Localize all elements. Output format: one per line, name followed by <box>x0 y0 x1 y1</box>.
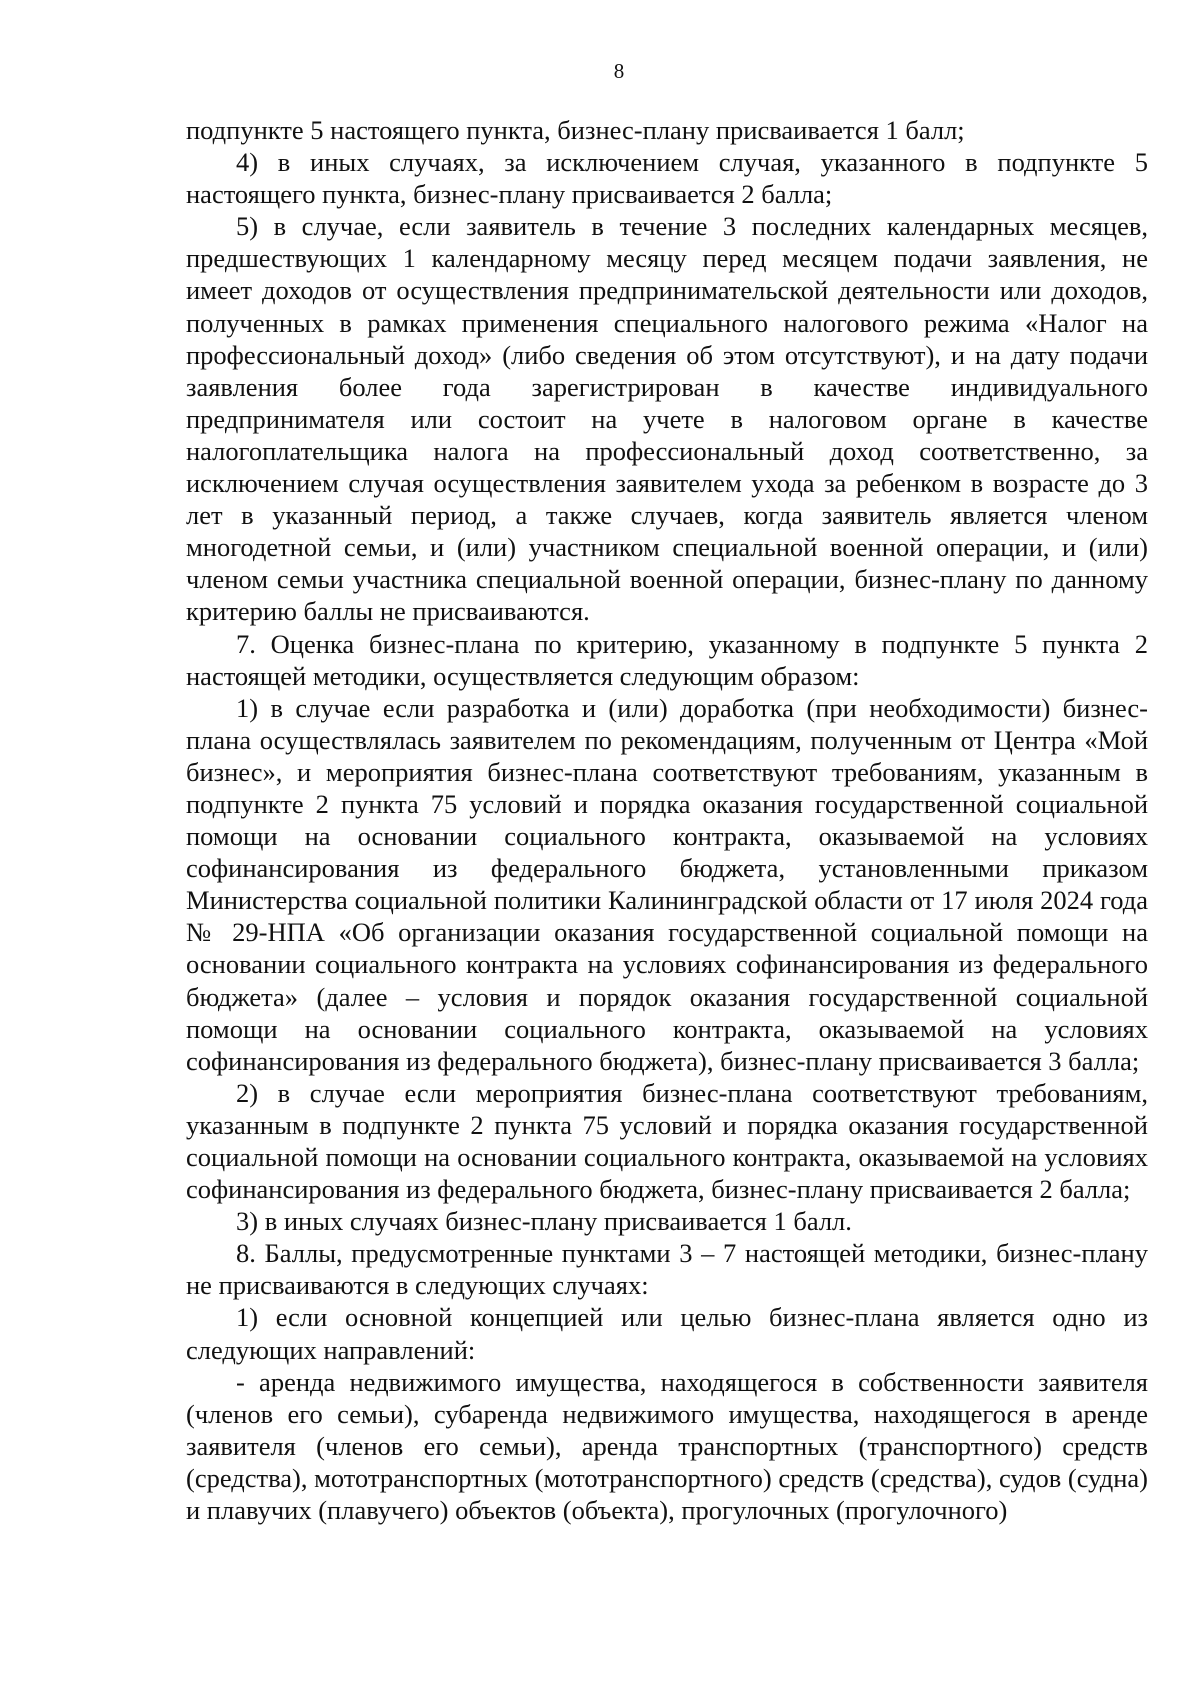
paragraph-item-8-subitem-1: 1) если основной концепцией или целью бизнес-плана является одно из следующих направлений: <box>186 1302 1148 1365</box>
paragraph-continuation: подпункте 5 настоящего пункта, бизнес-плану присваивается 1 балл; <box>186 115 965 145</box>
paragraph-item-7-subitem-3: 3) в иных случаях бизнес-плану присваивается 1 балл. <box>236 1206 852 1237</box>
document-body <box>186 114 1148 1526</box>
paragraph-list-dash-item: - аренда недвижимого имущества, находящегося в собственности заявителя (членов его семьи), субаренда недвижимого имущества, находящегося в аренде заявителя (членов его семьи), аренда транспортных (транспортного) средств (средства), мототранспортных (мототранспортного) средств (средства), судов (судна) и плавучих (плавучего) объектов (объекта), прогулочных (прогулочного) <box>186 1366 1148 1526</box>
paragraph-item-7: 7. Оценка бизнес-плана по критерию, указанному в подпункте 5 пункта 2 настоящей методики, осуществляется следующим образом: <box>186 628 1148 691</box>
paragraph-subitem-4: 4) в иных случаях, за исключением случая, указанного в подпункте 5 настоящего пункта, бизнес-плану присваивается 2 балла; <box>186 147 1148 210</box>
paragraph-subitem-5: 5) в случае, если заявитель в течение 3 последних календарных месяцев, предшествующих 1 календарному месяцу перед месяцем подачи заявления, не имеет доходов от осуществления предпринимательской деятельности или доходов, полученных в рамках применения специального налогового режима «Налог на профессиональный доход» (либо сведения об этом отсутствуют), и на дату подачи заявления более года зарегистрирован в качестве индивидуального предпринимателя или состоит на учете в налоговом органе в качестве налогоплательщика налога на профессиональный доход соответственно, за исключением случая осуществления заявителем ухода за ребенком в возрасте до 3 лет в указанный период, а также случаев, когда заявитель является членом многодетной семьи, и (или) участником специальной военной операции, и (или) членом семьи участника специальной военной операции, бизнес-плану по данному критерию баллы не присваиваются. <box>186 211 1148 627</box>
page-number: 8 <box>613 59 625 83</box>
paragraph-item-8: 8. Баллы, предусмотренные пунктами 3 – 7 настоящей методики, бизнес-плану не присваиваются в следующих случаях: <box>186 1238 1148 1301</box>
paragraph-item-7-subitem-2: 2) в случае если мероприятия бизнес-плана соответствуют требованиям, указанным в подпункте 2 пункта 75 условий и порядка оказания государственной социальной помощи на основании социального контракта, оказываемой на условиях софинансирования из федерального бюджета, бизнес-плану присваивается 2 балла; <box>186 1077 1148 1205</box>
paragraph-item-7-subitem-1: 1) в случае если разработка и (или) доработка (при необходимости) бизнес-плана осуществлялась заявителем по рекомендациям, полученным от Центра «Мой бизнес», и мероприятия бизнес-плана соответствуют требованиям, указанным в подпункте 2 пункта 75 условий и порядка оказания государственной социальной помощи на основании социального контракта, оказываемой на условиях софинансирования из федерального бюджета, установленными приказом Министерства социальной политики Калининградской области от 17 июля 2024 года № 29-НПА «Об организации оказания государственной социальной помощи на основании социального контракта на условиях софинансирования из федерального бюджета» (далее – условия и порядок оказания государственной социальной помощи на основании социального контракта, оказываемой на условиях софинансирования из федерального бюджета), бизнес-плану присваивается 3 балла; <box>186 692 1148 1076</box>
